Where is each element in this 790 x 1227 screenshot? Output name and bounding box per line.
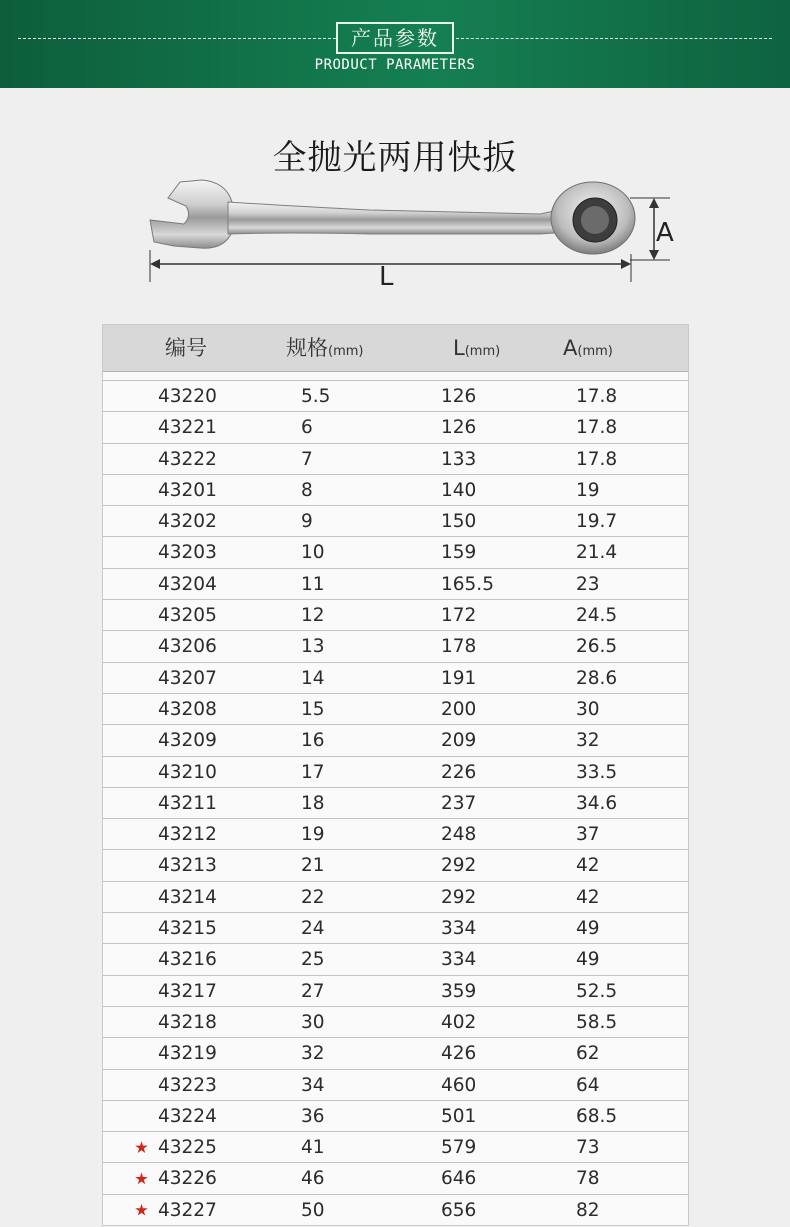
table-row <box>103 1163 688 1194</box>
cell-length: 237 <box>441 792 477 814</box>
cell-size: 5.5 <box>301 386 331 407</box>
cell-size: 14 <box>301 667 325 689</box>
header-length-unit: (mm) <box>464 344 501 359</box>
table-header <box>103 325 688 372</box>
cell-length: 292 <box>441 855 477 877</box>
section-title: 产品参数 <box>336 22 454 54</box>
cell-code: 43204 <box>158 573 217 595</box>
cell-length: 579 <box>441 1137 477 1159</box>
cell-size: 32 <box>301 1043 325 1065</box>
cell-size: 25 <box>301 949 325 971</box>
cell-length: 248 <box>441 824 477 846</box>
table-row <box>103 663 688 694</box>
wrench-illustration <box>140 172 680 292</box>
cell-length: 334 <box>441 949 477 971</box>
cell-a: 82 <box>576 1199 600 1221</box>
cell-length: 126 <box>441 386 477 407</box>
cell-code: 43216 <box>158 949 217 971</box>
table-row <box>103 694 688 725</box>
cell-a: 49 <box>576 949 600 971</box>
cell-a: 42 <box>576 886 600 908</box>
cell-size: 22 <box>301 886 325 908</box>
cell-length: 178 <box>441 636 477 658</box>
parameters-table <box>102 324 689 1226</box>
cell-a: 19 <box>576 479 600 501</box>
header-size-unit: (mm) <box>328 344 364 359</box>
cell-a: 78 <box>576 1168 600 1190</box>
section-subtitle: PRODUCT PARAMETERS <box>314 57 476 73</box>
product-title: 全抛光两用快扳 <box>272 138 518 178</box>
table-row <box>103 506 688 537</box>
cell-size: 41 <box>301 1137 325 1159</box>
cell-code: 43201 <box>158 479 217 501</box>
cell-size: 16 <box>301 730 325 752</box>
table-row <box>103 1070 688 1101</box>
table-row <box>103 569 688 600</box>
header-size <box>286 325 363 371</box>
cell-code: 43207 <box>158 667 217 689</box>
cell-a: 21.4 <box>576 542 618 564</box>
table-row <box>103 882 688 913</box>
table-row <box>103 1132 688 1163</box>
table-row <box>103 1195 688 1225</box>
cell-code: 43206 <box>158 636 217 658</box>
cell-size: 10 <box>301 542 325 564</box>
header-a-label: A <box>563 336 578 360</box>
header-banner <box>0 0 790 88</box>
cell-length: 140 <box>441 479 477 501</box>
cell-code: 43226 <box>158 1168 217 1190</box>
dimension-label-l: L <box>379 262 394 292</box>
table-row <box>103 913 688 944</box>
table-row <box>103 631 688 662</box>
header-size-label: 规格 <box>286 336 328 360</box>
table-row <box>103 757 688 788</box>
header-code-label: 编号 <box>165 336 207 360</box>
table-row <box>103 537 688 568</box>
cell-length: 191 <box>441 667 477 689</box>
star-icon <box>135 1141 148 1154</box>
cell-code: 43221 <box>158 417 217 439</box>
cell-size: 24 <box>301 918 325 940</box>
cell-length: 209 <box>441 730 477 752</box>
table-row <box>103 819 688 850</box>
cell-code: 43223 <box>158 1074 217 1096</box>
cell-code: 43222 <box>158 448 217 470</box>
cell-a: 33.5 <box>576 761 618 783</box>
table-body <box>103 381 688 1225</box>
cell-size: 11 <box>301 573 325 595</box>
cell-a: 19.7 <box>576 511 618 533</box>
cell-length: 165.5 <box>441 573 494 595</box>
cell-length: 656 <box>441 1199 477 1221</box>
cell-a: 73 <box>576 1137 600 1159</box>
star-icon <box>135 1172 148 1185</box>
cell-size: 30 <box>301 1011 325 1033</box>
cell-size: 17 <box>301 761 325 783</box>
cell-size: 6 <box>301 417 313 439</box>
cell-a: 24.5 <box>576 605 618 627</box>
cell-size: 21 <box>301 855 325 877</box>
cell-a: 34.6 <box>576 792 618 814</box>
table-row <box>103 600 688 631</box>
cell-a: 42 <box>576 855 600 877</box>
cell-code: 43208 <box>158 698 217 720</box>
header-code <box>165 325 207 371</box>
table-row <box>103 475 688 506</box>
cell-size: 15 <box>301 698 325 720</box>
cell-length: 200 <box>441 698 477 720</box>
cell-a: 68.5 <box>576 1105 618 1127</box>
table-row <box>103 850 688 881</box>
cell-size: 46 <box>301 1168 325 1190</box>
cell-size: 34 <box>301 1074 325 1096</box>
header-a-unit: (mm) <box>577 344 613 359</box>
cell-a: 17.8 <box>576 417 618 439</box>
cell-code: 43218 <box>158 1011 217 1033</box>
cell-code: 43214 <box>158 886 217 908</box>
table-row <box>103 412 688 443</box>
cell-length: 292 <box>441 886 477 908</box>
table-row <box>103 1101 688 1132</box>
cell-length: 133 <box>441 448 477 470</box>
cell-a: 23 <box>576 573 600 595</box>
header-length-label: L <box>453 336 465 360</box>
cell-size: 7 <box>301 448 313 470</box>
table-row <box>103 788 688 819</box>
cell-code: 43203 <box>158 542 217 564</box>
cell-code: 43213 <box>158 855 217 877</box>
table-row <box>103 444 688 475</box>
cell-size: 9 <box>301 511 313 533</box>
cell-size: 18 <box>301 792 325 814</box>
cell-size: 50 <box>301 1199 325 1221</box>
table-row <box>103 1007 688 1038</box>
cell-size: 13 <box>301 636 325 658</box>
cell-size: 8 <box>301 479 313 501</box>
cell-a: 30 <box>576 698 600 720</box>
cell-length: 334 <box>441 918 477 940</box>
table-row <box>103 381 688 412</box>
cell-size: 36 <box>301 1105 325 1127</box>
table-row <box>103 1038 688 1069</box>
cell-size: 27 <box>301 980 325 1002</box>
cell-length: 172 <box>441 605 477 627</box>
cell-a: 26.5 <box>576 636 618 658</box>
cell-length: 150 <box>441 511 477 533</box>
cell-length: 646 <box>441 1168 477 1190</box>
cell-length: 226 <box>441 761 477 783</box>
cell-a: 62 <box>576 1043 600 1065</box>
cell-size: 12 <box>301 605 325 627</box>
table-row <box>103 976 688 1007</box>
dashed-divider-left <box>18 38 336 39</box>
cell-code: 43224 <box>158 1105 217 1127</box>
cell-length: 426 <box>441 1043 477 1065</box>
cell-length: 359 <box>441 980 477 1002</box>
table-row <box>103 725 688 756</box>
cell-a: 37 <box>576 824 600 846</box>
cell-length: 501 <box>441 1105 477 1127</box>
cell-code: 43217 <box>158 980 217 1002</box>
cell-code: 43225 <box>158 1137 217 1159</box>
dashed-divider-right <box>456 38 772 39</box>
cell-code: 43202 <box>158 511 217 533</box>
cell-a: 52.5 <box>576 980 618 1002</box>
cell-code: 43212 <box>158 824 217 846</box>
cell-a: 17.8 <box>576 448 618 470</box>
cell-code: 43215 <box>158 918 217 940</box>
cell-code: 43211 <box>158 792 217 814</box>
cell-a: 28.6 <box>576 667 618 689</box>
cell-a: 32 <box>576 730 600 752</box>
cell-length: 460 <box>441 1074 477 1096</box>
header-length <box>453 325 500 371</box>
header-spacer <box>103 372 688 381</box>
cell-code: 43227 <box>158 1199 217 1221</box>
header-a <box>563 325 613 371</box>
cell-code: 43209 <box>158 730 217 752</box>
cell-a: 64 <box>576 1074 600 1096</box>
table-row <box>103 944 688 975</box>
cell-code: 43210 <box>158 761 217 783</box>
star-icon <box>135 1204 148 1217</box>
cell-a: 49 <box>576 918 600 940</box>
cell-code: 43219 <box>158 1043 217 1065</box>
cell-length: 159 <box>441 542 477 564</box>
cell-a: 17.8 <box>576 386 618 407</box>
dimension-label-a: A <box>656 218 674 248</box>
cell-length: 402 <box>441 1011 477 1033</box>
cell-code: 43205 <box>158 605 217 627</box>
cell-size: 19 <box>301 824 325 846</box>
cell-a: 58.5 <box>576 1011 618 1033</box>
cell-code: 43220 <box>158 386 217 407</box>
cell-length: 126 <box>441 417 477 439</box>
